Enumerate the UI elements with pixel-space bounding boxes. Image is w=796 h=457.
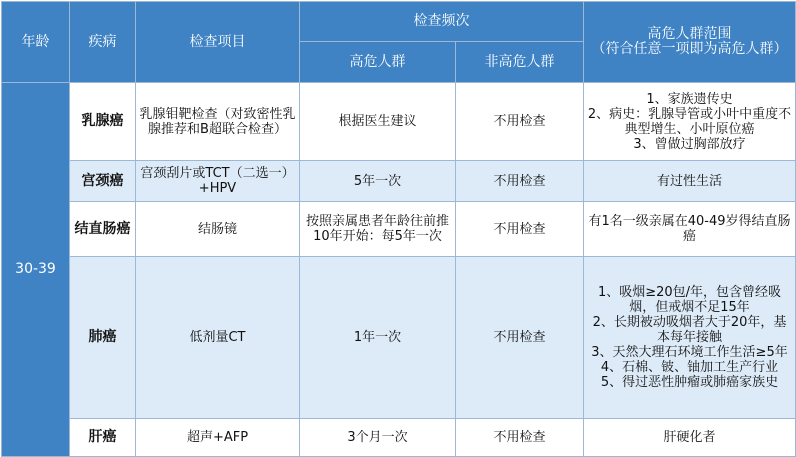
header-non-high-risk: 非高危人群 [456, 42, 584, 83]
risk-item: 肝硬化者 [663, 430, 716, 445]
high-risk-frequency: 按照亲属患者年龄往前推10年开始：每5年一次 [300, 202, 456, 257]
disease-name: 宫颈癌 [70, 161, 136, 202]
risk-item: 有1名一级亲属在40-49岁得结直肠癌 [588, 214, 791, 244]
disease-name: 肝癌 [70, 419, 136, 457]
risk-item: 有过性生活 [656, 173, 722, 189]
risk-criteria [584, 419, 796, 457]
table-row [2, 83, 796, 161]
table-row [2, 419, 796, 457]
risk-criteria [584, 202, 796, 257]
exam-item: 超声+AFP [136, 419, 300, 457]
age-group: 30-39 [2, 83, 70, 457]
header-disease: 疾病 [70, 2, 136, 83]
high-risk-frequency: 1年一次 [300, 257, 456, 419]
high-risk-frequency: 5年一次 [300, 161, 456, 202]
disease-name: 结直肠癌 [70, 202, 136, 257]
disease-name: 乳腺癌 [70, 83, 136, 161]
risk-criteria [584, 161, 796, 202]
header-high-risk: 高危人群 [300, 42, 456, 83]
risk-item: 3、天然大理石环境工作生活≥5年 [591, 345, 788, 360]
table-row [2, 161, 796, 202]
high-risk-frequency: 3个月一次 [300, 419, 456, 457]
risk-item: 5、得过恶性肿瘤或肺癌家族史 [600, 375, 779, 390]
header-range [584, 2, 796, 83]
non-high-risk-frequency: 不用检查 [456, 419, 584, 457]
risk-item: 1、家族遗传史 [646, 91, 733, 107]
table-row [2, 257, 796, 419]
high-risk-frequency: 根据医生建议 [300, 83, 456, 161]
risk-item: 1、吸烟≥20包/年，包含曾经吸烟，但戒烟不足15年 [597, 285, 782, 315]
header-frequency: 检查频次 [300, 2, 584, 42]
screening-table [1, 1, 796, 457]
non-high-risk-frequency: 不用检查 [456, 161, 584, 202]
disease-name: 肺癌 [70, 257, 136, 419]
header-range-title: 高危人群范围 [647, 26, 732, 42]
non-high-risk-frequency: 不用检查 [456, 257, 584, 419]
risk-item: 4、石棉、铍、铀加工生产行业 [600, 360, 779, 375]
risk-item: 2、病史：乳腺导管或小叶中重度不典型增生、小叶原位癌 [587, 106, 792, 137]
exam-item: 结肠镜 [136, 202, 300, 257]
exam-item: 宫颈刮片或TCT（二选一）+HPV [136, 161, 300, 202]
header-exam-items: 检查项目 [136, 2, 300, 83]
risk-item: 2、长期被动吸烟者大于20年，基本每年接触 [592, 315, 787, 345]
table-row [2, 202, 796, 257]
non-high-risk-frequency: 不用检查 [456, 202, 584, 257]
exam-item: 乳腺钼靶检查（对致密性乳腺推荐和B超联合检查） [136, 83, 300, 161]
risk-criteria [584, 83, 796, 161]
exam-item: 低剂量CT [136, 257, 300, 419]
non-high-risk-frequency: 不用检查 [456, 83, 584, 161]
header-range-note: （符合任意一项即为高危人群） [591, 41, 788, 57]
header-age: 年龄 [2, 2, 70, 83]
risk-criteria [584, 257, 796, 419]
risk-item: 3、曾做过胸部放疗 [633, 136, 746, 152]
